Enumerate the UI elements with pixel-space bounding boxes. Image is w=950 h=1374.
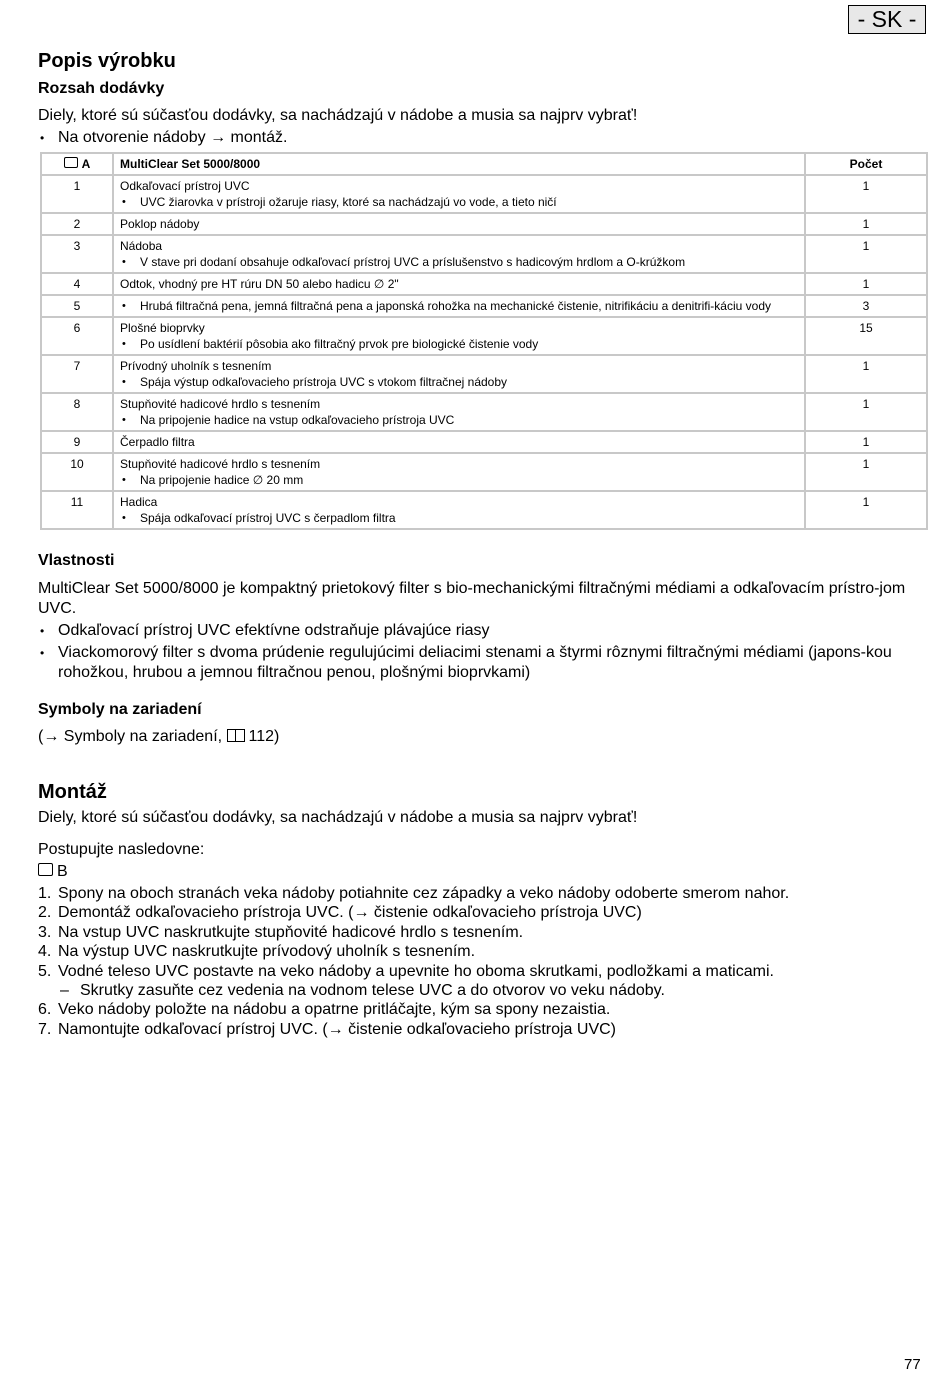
row-number: 4: [41, 273, 113, 295]
row-note: • Hrubá filtračná pena, jemná filtračná pena a japonská rohožka na mechanické čistenie, nitrifikáciu a denitrifi-káciu vody: [120, 298, 798, 314]
figure-frame-icon: [64, 157, 78, 168]
row-description: [113, 235, 805, 273]
step-text: Veko nádoby položte na nádobu a opatrne pritláčajte, kým sa spony nezaistia.: [58, 1001, 611, 1019]
row-count: 1: [805, 213, 927, 235]
symbols-ref-page: 112): [248, 728, 280, 745]
step-text: Demontáž odkaľovacieho prístroja UVC. (→ čistenie odkaľovacieho prístroja UVC): [58, 904, 642, 922]
scope-text: Diely, ktoré sú súčasťou dodávky, sa nachádzajú v nádobe a musia sa najprv vybrať!: [38, 107, 638, 124]
row-name: Nádoba: [120, 239, 163, 253]
row-number: 7: [41, 355, 113, 393]
subsection-title-symbols: Symboly na zariadení: [38, 701, 202, 718]
row-note: • Spája výstup odkaľovacieho prístroja UVC s vtokom filtračnej nádoby: [120, 374, 798, 390]
row-note: • Spája odkaľovací prístroj UVC s čerpadlom filtra: [120, 510, 798, 526]
assembly-step: [38, 903, 928, 922]
table-row: [41, 393, 927, 431]
step-text: Na vstup UVC naskrutkujte stupňovité hadicové hrdlo s tesnením.: [58, 923, 524, 941]
step-text: Namontujte odkaľovací prístroj UVC. (→ čistenie odkaľovacieho prístroja UVC): [58, 1020, 616, 1038]
row-description: [113, 393, 805, 431]
page-content: [38, 48, 928, 1039]
scope-bullets: [38, 128, 928, 148]
row-number: 2: [41, 213, 113, 235]
row-note: • UVC žiarovka v prístroji ožaruje riasy, ktoré sa nachádzajú vo vode, a tieto ničí: [120, 194, 798, 210]
table-row: [41, 453, 927, 491]
properties-bullets: [38, 621, 928, 683]
row-description: [113, 453, 805, 491]
row-description: [113, 317, 805, 355]
step-number: 1.: [38, 885, 52, 902]
assembly-step: [38, 923, 928, 942]
row-count: 1: [805, 273, 927, 295]
row-number: 11: [41, 491, 113, 529]
header-figure-label: A: [81, 157, 91, 171]
header-figure: [41, 153, 113, 175]
row-name: Stupňovité hadicové hrdlo s tesnením: [120, 397, 321, 411]
row-note: • Na pripojenie hadice ∅ 20 mm: [120, 472, 798, 488]
row-number: 5: [41, 295, 113, 317]
row-note: • Na pripojenie hadice na vstup odkaľovacieho prístroja UVC: [120, 412, 798, 428]
row-count: 15: [805, 317, 927, 355]
assembly-step: [38, 1000, 928, 1019]
row-name: Hadica: [120, 495, 158, 509]
step-number: 7.: [38, 1020, 52, 1038]
assembly-step: [38, 962, 928, 981]
subsection-title-properties: Vlastnosti: [38, 552, 115, 569]
row-description: [113, 213, 805, 235]
row-note: • Po usídlení baktérií pôsobia ako filtračný prvok pre biologické čistenie vody: [120, 336, 798, 352]
step-number: 4.: [38, 943, 52, 961]
parts-table-body: [41, 175, 927, 529]
properties-text: MultiClear Set 5000/8000 je kompaktný prietokový filter s bio-mechanickými filtračnými médiami a odkaľovacím prístro-jom UVC.: [38, 580, 906, 617]
row-description: [113, 431, 805, 453]
scope-bullet: • Na otvorenie nádoby → montáž.: [38, 128, 928, 148]
step-number: 3.: [38, 923, 52, 941]
row-description: [113, 355, 805, 393]
assembly-proceed: Postupujte nasledovne:: [38, 841, 205, 858]
table-row: [41, 295, 927, 317]
row-count: 1: [805, 453, 927, 491]
row-description: [113, 175, 805, 213]
row-description: [113, 491, 805, 529]
assembly-step: [38, 942, 928, 961]
assembly-step: [38, 981, 928, 1000]
row-name: Poklop nádoby: [120, 217, 200, 231]
row-count: 1: [805, 491, 927, 529]
table-row: [41, 235, 927, 273]
row-count: 1: [805, 175, 927, 213]
assembly-figure-ref: [38, 862, 928, 882]
row-description: [113, 273, 805, 295]
row-number: 10: [41, 453, 113, 491]
table-row: [41, 273, 927, 295]
row-name: Odtok, vhodný pre HT rúru DN 50 alebo hadicu ∅ 2": [120, 277, 399, 291]
symbols-ref-prefix: (→ Symboly na zariadení,: [38, 728, 223, 745]
row-count: 3: [805, 295, 927, 317]
properties-bullet-2: • Viackomorový filter s dvoma prúdenie regulujúcimi deliacimi stenami a štyrmi rôznymi filtračnými médiami (japons-kou rohožkou, hrubou a jemnou filtračnou penou, plošnými bioprvkami): [38, 643, 928, 683]
row-description: [113, 295, 805, 317]
header-count: Počet: [805, 153, 927, 175]
table-row: [41, 431, 927, 453]
step-subitem: – Skrutky zasuňte cez vedenia na vodnom telese UVC a do otvorov vo veku nádoby.: [58, 981, 928, 1000]
row-name: Plošné bioprvky: [120, 321, 205, 335]
figure-frame-icon: [38, 863, 53, 876]
assembly-text: Diely, ktoré sú súčasťou dodávky, sa nachádzajú v nádobe a musia sa najprv vybrať!: [38, 809, 638, 826]
table-row: [41, 213, 927, 235]
row-count: 1: [805, 355, 927, 393]
step-number: 5.: [38, 962, 52, 980]
row-number: 8: [41, 393, 113, 431]
step-text: Spony na oboch stranách veka nádoby potiahnite cez západky a veko nádoby odoberte smerom nahor.: [58, 885, 790, 902]
row-count: 1: [805, 431, 927, 453]
step-text: Na výstup UVC naskrutkujte prívodový uholník s tesnením.: [58, 943, 476, 961]
header-name: MultiClear Set 5000/8000: [113, 153, 805, 175]
book-icon: [227, 729, 245, 742]
row-number: 3: [41, 235, 113, 273]
row-name: Čerpadlo filtra: [120, 435, 195, 449]
properties-bullet-1: • Odkaľovací prístroj UVC efektívne odstraňuje plávajúce riasy: [38, 621, 928, 641]
row-count: 1: [805, 393, 927, 431]
step-number: 6.: [38, 1001, 52, 1019]
assembly-figure-label: B: [57, 863, 68, 880]
section-title-product: Popis výrobku: [38, 50, 176, 72]
row-name: Prívodný uholník s tesnením: [120, 359, 272, 373]
row-number: 1: [41, 175, 113, 213]
row-number: 6: [41, 317, 113, 355]
parts-table-header: [41, 153, 927, 175]
table-row: [41, 491, 927, 529]
parts-table: [40, 152, 928, 530]
table-row: [41, 317, 927, 355]
table-row: [41, 175, 927, 213]
symbols-reference: [38, 727, 928, 747]
subsection-title-scope: Rozsah dodávky: [38, 80, 165, 97]
assembly-step: [38, 884, 928, 903]
table-row: [41, 355, 927, 393]
assembly-steps: [38, 884, 928, 1039]
assembly-step: [38, 1020, 928, 1039]
page-number: 77: [904, 1356, 921, 1373]
section-title-assembly: Montáž: [38, 781, 107, 803]
row-count: 1: [805, 235, 927, 273]
step-text: Vodné teleso UVC postavte na veko nádoby a upevnite ho oboma skrutkami, podložkami a maticami.: [58, 962, 774, 980]
row-note: • V stave pri dodaní obsahuje odkaľovací prístroj UVC a príslušenstvo s hadicovým hrdlom a O-krúžkom: [120, 254, 798, 270]
row-name: Stupňovité hadicové hrdlo s tesnením: [120, 457, 321, 471]
language-badge: - SK -: [848, 5, 926, 34]
row-name: Odkaľovací prístroj UVC: [120, 179, 250, 193]
step-number: 2.: [38, 904, 52, 922]
row-number: 9: [41, 431, 113, 453]
